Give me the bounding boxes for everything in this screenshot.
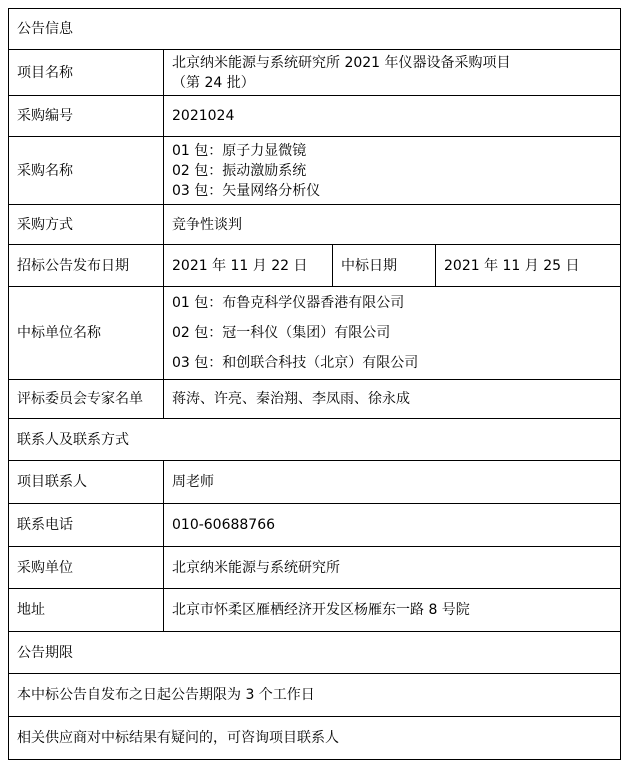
row-contact-section [9, 419, 621, 461]
row-inquiry-text [9, 717, 621, 760]
procuring-unit-label: 采购单位 [9, 547, 164, 589]
procurement-item: 01 包：原子力显微镜 [172, 142, 307, 159]
procurement-item: 02 包：振动激励系统 [172, 162, 307, 179]
address-label: 地址 [9, 589, 164, 632]
procurement-items-label: 采购名称 [9, 137, 164, 205]
winning-unit: 02 包：冠一科仪（集团）有限公司 [172, 325, 391, 341]
row-period-section [9, 632, 621, 674]
section-contact: 联系人及联系方式 [9, 419, 621, 461]
procurement-item: 03 包：矢量网络分析仪 [172, 182, 321, 199]
row-procurement-method [9, 205, 621, 245]
committee-value: 蒋涛、许亮、秦治翔、李凤雨、徐永成 [164, 380, 621, 419]
row-project-name [9, 50, 621, 96]
winning-unit: 03 包：和创联合科技（北京）有限公司 [172, 355, 419, 371]
phone-value: 010-60688766 [164, 504, 621, 547]
section-period: 公告期限 [9, 632, 621, 674]
publish-date-value: 2021 年 11 月 22 日 [164, 245, 333, 287]
address-value: 北京市怀柔区雁栖经济开发区杨雁东一路 8 号院 [164, 589, 621, 632]
row-procurement-items [9, 137, 621, 205]
award-date-value: 2021 年 11 月 25 日 [436, 245, 621, 287]
project-contact-label: 项目联系人 [9, 461, 164, 504]
award-date-label: 中标日期 [333, 245, 436, 287]
row-announcement-info [9, 9, 621, 50]
procurement-method-label: 采购方式 [9, 205, 164, 245]
row-address [9, 589, 621, 632]
row-dates [9, 245, 621, 287]
project-contact-value: 周老师 [164, 461, 621, 504]
period-text: 本中标公告自发布之日起公告期限为 3 个工作日 [9, 674, 621, 717]
row-period-text [9, 674, 621, 717]
project-name-line1: 北京纳米能源与系统研究所 2021 年仪器设备采购项目 [172, 54, 511, 71]
section-announcement-info: 公告信息 [9, 9, 621, 50]
inquiry-text: 相关供应商对中标结果有疑问的，可咨询项目联系人 [9, 717, 621, 760]
procurement-items-value [164, 137, 621, 205]
project-name-value [164, 50, 621, 96]
phone-label: 联系电话 [9, 504, 164, 547]
row-procurement-number [9, 96, 621, 137]
row-phone [9, 504, 621, 547]
announcement-table [8, 8, 621, 760]
publish-date-label: 招标公告发布日期 [9, 245, 164, 287]
project-name-line2: （第 24 批） [172, 74, 255, 91]
row-project-contact [9, 461, 621, 504]
winning-units-label: 中标单位名称 [9, 287, 164, 380]
procurement-method-value: 竞争性谈判 [164, 205, 621, 245]
row-winning-units [9, 287, 621, 380]
procurement-number-label: 采购编号 [9, 96, 164, 137]
winning-unit: 01 包：布鲁克科学仪器香港有限公司 [172, 295, 405, 311]
procurement-number-value: 2021024 [164, 96, 621, 137]
project-name-label: 项目名称 [9, 50, 164, 96]
procuring-unit-value: 北京纳米能源与系统研究所 [164, 547, 621, 589]
row-procuring-unit [9, 547, 621, 589]
committee-label: 评标委员会专家名单 [9, 380, 164, 419]
row-committee [9, 380, 621, 419]
winning-units-value [164, 287, 621, 380]
